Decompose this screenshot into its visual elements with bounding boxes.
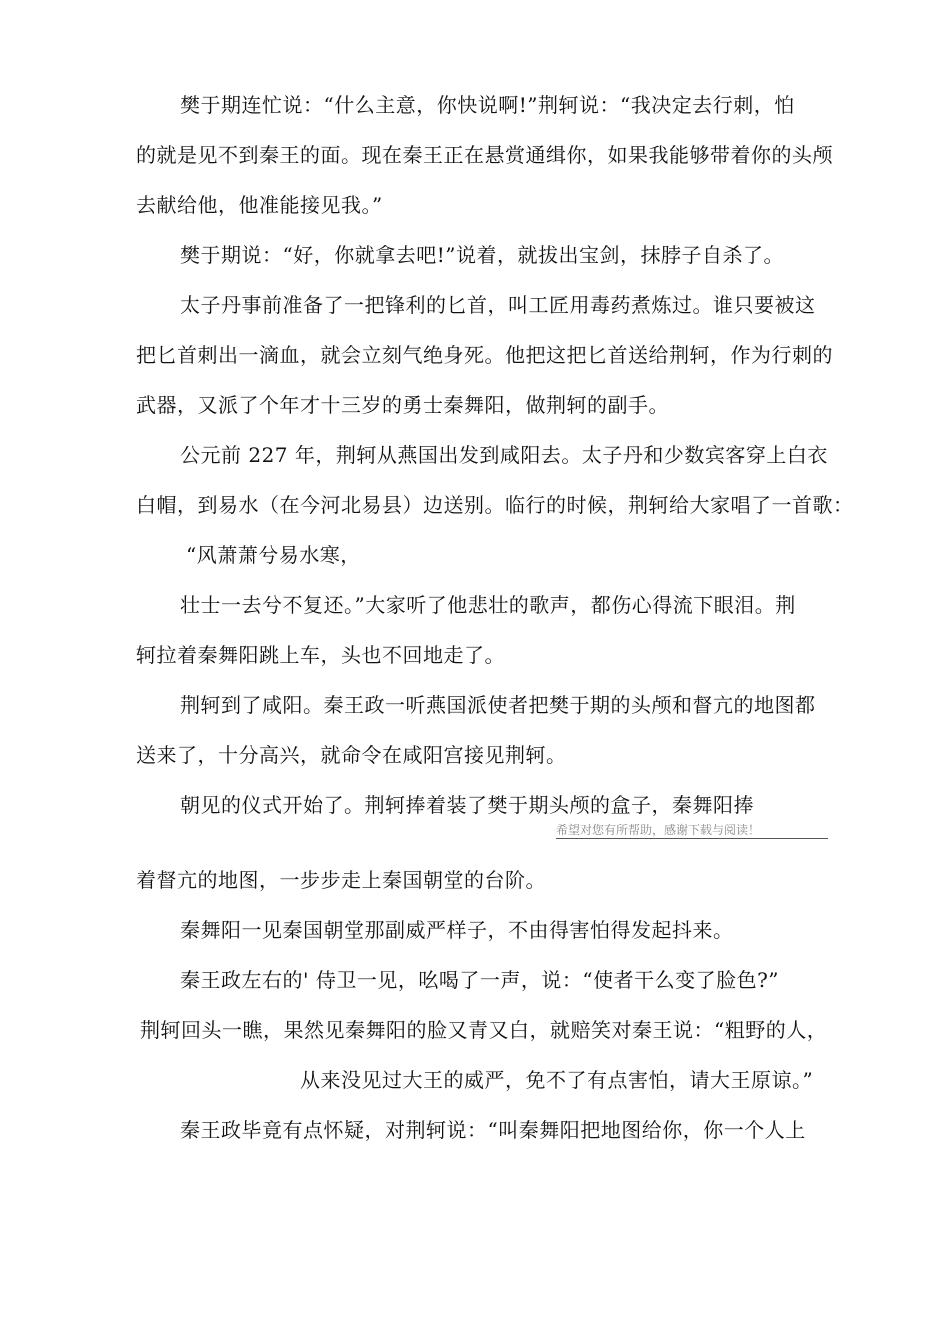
text-line: 去献给他，他准能接见我。”	[136, 193, 383, 217]
page-footer-note: 希望对您有所帮助，感谢下载与阅读！	[556, 823, 761, 837]
text-line: 秦舞阳一见秦国朝堂那副威严样子，不由得害怕得发起抖来。	[180, 918, 734, 942]
text-line: 太子丹事前准备了一把锋利的匕首，叫工匠用毒药煮炼过。谁只要被这	[180, 293, 816, 317]
text-line: 秦王政毕竟有点怀疑，对荆轲说：“叫秦舞阳把地图给你，你一个人上	[180, 1118, 806, 1142]
text-line: 樊于期连忙说：“什么主意，你快说啊!”荆轲说：“我决定去行刺，怕	[180, 93, 795, 117]
text-line: 从来没见过大王的威严，免不了有点害怕，请大王原谅。”	[300, 1068, 814, 1092]
text-line: 荆轲到了咸阳。秦王政一听燕国派使者把樊于期的头颅和督亢的地图都	[180, 693, 816, 717]
text-line: 送来了，十分高兴，就命令在咸阳宫接见荆轲。	[136, 743, 567, 767]
footer-divider	[556, 838, 828, 839]
text-line: 的就是见不到秦王的面。现在秦王正在悬赏通缉你，如果我能够带着你的头颅	[136, 143, 833, 167]
text-line: 朝见的仪式开始了。荆轲捧着装了樊于期头颅的盒子，秦舞阳捧	[180, 793, 754, 817]
text-line: 武器，又派了个年才十三岁的勇士秦舞阳，做荆轲的副手。	[136, 393, 669, 417]
text-line: 白帽，到易水（在今河北易县）边送别。临行的时候，荆轲给大家唱了一首歌：	[136, 493, 854, 517]
text-line: 秦王政左右的' 侍卫一见，吆喝了一声，说：“使者干么变了脸色?”	[180, 968, 780, 992]
text-line: 公元前 227 年，荆轲从燕国出发到咸阳去。太子丹和少数宾客穿上白衣	[180, 443, 828, 467]
text-line: 樊于期说：“好，你就拿去吧!”说着，就拔出宝剑，抹脖子自杀了。	[180, 243, 784, 267]
text-line: 荆轲回头一瞧，果然见秦舞阳的脸又青又白，就赔笑对秦王说：“粗野的人，	[140, 1018, 828, 1042]
text-line: 壮士一去兮不复还。”大家听了他悲壮的歌声，都伤心得流下眼泪。荆	[180, 593, 796, 617]
text-line: 轲拉着秦舞阳跳上车，头也不回地走了。	[136, 643, 505, 667]
text-line: 着督亢的地图，一步步走上秦国朝堂的台阶。	[136, 868, 546, 892]
text-line: 把匕首刺出一滴血，就会立刻气绝身死。他把这把匕首送给荆轲，作为行刺的	[136, 343, 833, 367]
text-line: “风萧萧兮易水寒，	[186, 543, 361, 567]
